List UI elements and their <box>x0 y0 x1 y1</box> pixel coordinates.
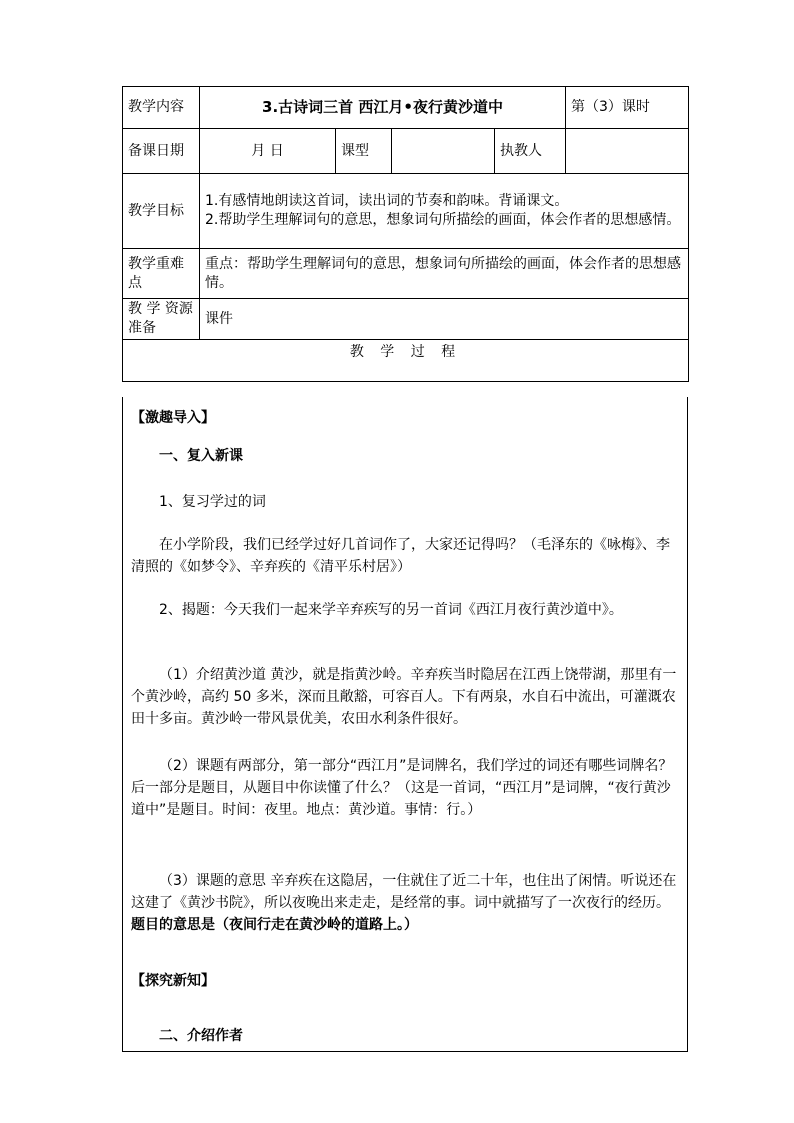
goals-content <box>200 174 689 249</box>
key-points-content: 重点：帮助学生理解词句的意思，想象词句所描绘的画面，体会作者的思想感情。 <box>200 249 689 299</box>
paragraph-recall: 在小学阶段，我们已经学过好几首词作了，大家还记得吗？（毛泽东的《咏梅》、李清照的《如梦令》、辛弃疾的《清平乐村居》） <box>131 537 670 575</box>
subheading-author: 二、介绍作者 <box>159 1028 243 1044</box>
paragraph-title-parts: （2）课题有两部分，第一部分“西江月”是词牌名，我们学过的词还有哪些词牌名？后一部分是题目，从题目中你读懂了什么？（这是一首词，“西江月”是词牌，“夜行黄沙道中”是题目。时间：夜里。地点：黄沙道。事情：行。） <box>131 758 673 818</box>
teacher-label: 执教人 <box>495 129 566 174</box>
goals-label: 教学目标 <box>123 174 200 249</box>
period-cell: 第（3）课时 <box>566 87 689 129</box>
item-review-words: 1、复习学过的词 <box>159 494 266 510</box>
paragraph-title-meaning <box>123 870 679 936</box>
item-reveal-title: 2、揭题：今天我们一起来学辛弃疾写的另一首词《西江月夜行黄沙道中》。 <box>159 602 623 618</box>
resources-label: 教 学 资源准备 <box>123 299 200 340</box>
goal-line-1: 1.有感情地朗读这首词，读出词的节奏和韵味。背诵课文。 <box>205 193 569 209</box>
resources-content: 课件 <box>200 299 689 340</box>
goal-line-2: 2.帮助学生理解词句的意思，想象词句所描绘的画面，体会作者的思想感情。 <box>205 212 681 228</box>
paragraph-huangsha-road: （1）介绍黄沙道 黄沙，就是指黄沙岭。辛弃疾当时隐居在江西上饶带湖，那里有一个黄沙岭，高约 50 多米，深而且敞豁，可容百人。下有两泉，水自石中流出，可灌溉农田十多亩。黄沙岭一带风景优美，农田水利条件很好。 <box>131 667 677 727</box>
date-value: 月 日 <box>200 129 336 174</box>
type-label: 课型 <box>336 129 392 174</box>
title-meaning-text: （3）课题的意思 辛弃疾在这隐居，一住就住了近二十年，也住出了闲情。听说还在这建了《黄沙书院》，所以夜晚出来走走，是经常的事。词中就描写了一次夜行的经历。 <box>131 873 677 911</box>
content-label: 教学内容 <box>123 87 200 129</box>
date-label: 备课日期 <box>123 129 200 174</box>
process-heading: 教 学 过 程 <box>123 340 689 382</box>
lesson-plan-table <box>122 86 689 382</box>
section-heading-intro: 【激趣导入】 <box>131 410 215 426</box>
lesson-title: 3.古诗词三首 西江月•夜行黄沙道中 <box>200 87 566 129</box>
process-body <box>122 397 688 1052</box>
title-meaning-answer: 题目的意思是（夜间行走在黄沙岭的道路上。） <box>131 917 418 933</box>
type-value <box>392 129 495 174</box>
section-heading-explore: 【探究新知】 <box>131 973 215 989</box>
subheading-review: 一、复入新课 <box>159 448 243 464</box>
teacher-value <box>566 129 689 174</box>
key-points-label: 教学重难点 <box>123 249 200 299</box>
